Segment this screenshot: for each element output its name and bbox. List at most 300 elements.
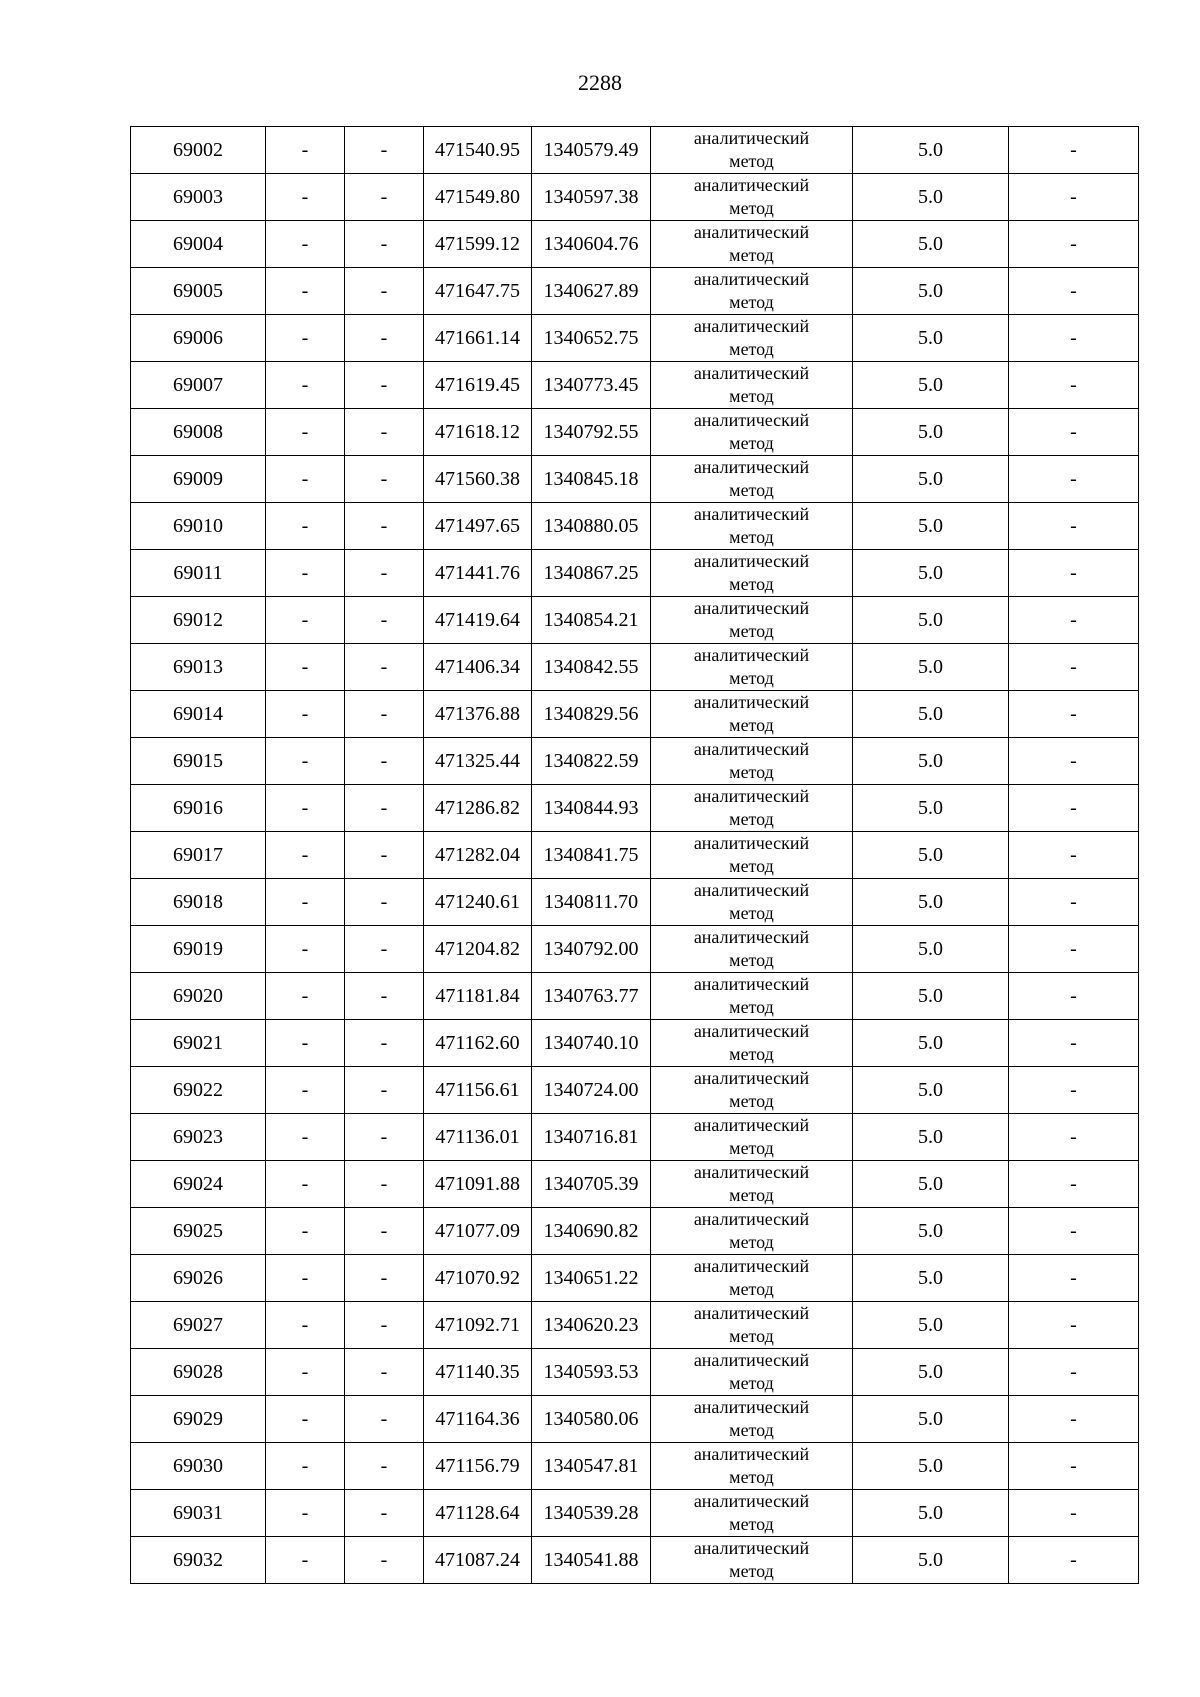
x-coordinate-cell: 471497.65 <box>424 503 532 550</box>
empty-value-cell: - <box>266 1537 345 1584</box>
error-value-cell: 5.0 <box>853 174 1009 221</box>
method-cell <box>651 268 853 315</box>
method-cell <box>651 1161 853 1208</box>
empty-value-cell: - <box>345 127 424 174</box>
method-line-1: аналитический <box>693 175 810 195</box>
note-cell: - <box>1009 550 1139 597</box>
method-cell <box>651 456 853 503</box>
y-coordinate-cell: 1340792.55 <box>532 409 651 456</box>
method-line-1: аналитический <box>693 1491 810 1511</box>
y-coordinate-cell: 1340604.76 <box>532 221 651 268</box>
x-coordinate-cell: 471325.44 <box>424 738 532 785</box>
method-line-1: аналитический <box>693 1021 810 1041</box>
point-id-cell: 69005 <box>131 268 266 315</box>
empty-value-cell: - <box>345 926 424 973</box>
empty-value-cell: - <box>345 785 424 832</box>
empty-value-cell: - <box>345 456 424 503</box>
empty-value-cell: - <box>345 879 424 926</box>
method-cell <box>651 1067 853 1114</box>
empty-value-cell: - <box>345 362 424 409</box>
point-id-cell: 69002 <box>131 127 266 174</box>
table-row <box>131 503 1139 550</box>
method-cell <box>651 926 853 973</box>
table-row <box>131 644 1139 691</box>
empty-value-cell: - <box>345 315 424 362</box>
point-id-cell: 69031 <box>131 1490 266 1537</box>
method-cell <box>651 127 853 174</box>
method-line-1: аналитический <box>693 1303 810 1323</box>
note-cell: - <box>1009 1161 1139 1208</box>
note-cell: - <box>1009 644 1139 691</box>
y-coordinate-cell: 1340651.22 <box>532 1255 651 1302</box>
empty-value-cell: - <box>345 1443 424 1490</box>
note-cell: - <box>1009 973 1139 1020</box>
y-coordinate-cell: 1340740.10 <box>532 1020 651 1067</box>
empty-value-cell: - <box>266 1255 345 1302</box>
x-coordinate-cell: 471077.09 <box>424 1208 532 1255</box>
method-line-2: метод <box>729 198 774 218</box>
empty-value-cell: - <box>345 973 424 1020</box>
error-value-cell: 5.0 <box>853 926 1009 973</box>
x-coordinate-cell: 471136.01 <box>424 1114 532 1161</box>
y-coordinate-cell: 1340822.59 <box>532 738 651 785</box>
method-line-1: аналитический <box>693 786 810 806</box>
table-row <box>131 1161 1139 1208</box>
point-id-cell: 69027 <box>131 1302 266 1349</box>
table-row <box>131 1443 1139 1490</box>
note-cell: - <box>1009 503 1139 550</box>
error-value-cell: 5.0 <box>853 1161 1009 1208</box>
note-cell: - <box>1009 785 1139 832</box>
empty-value-cell: - <box>345 221 424 268</box>
method-line-2: метод <box>729 433 774 453</box>
point-id-cell: 69006 <box>131 315 266 362</box>
note-cell: - <box>1009 362 1139 409</box>
method-line-1: аналитический <box>693 410 810 430</box>
table-row <box>131 926 1139 973</box>
y-coordinate-cell: 1340841.75 <box>532 832 651 879</box>
error-value-cell: 5.0 <box>853 1114 1009 1161</box>
note-cell: - <box>1009 691 1139 738</box>
empty-value-cell: - <box>266 1396 345 1443</box>
empty-value-cell: - <box>345 268 424 315</box>
empty-value-cell: - <box>345 832 424 879</box>
table-row <box>131 268 1139 315</box>
error-value-cell: 5.0 <box>853 456 1009 503</box>
error-value-cell: 5.0 <box>853 127 1009 174</box>
table-row <box>131 691 1139 738</box>
method-cell <box>651 409 853 456</box>
empty-value-cell: - <box>345 1302 424 1349</box>
method-line-1: аналитический <box>693 316 810 336</box>
method-line-2: метод <box>729 527 774 547</box>
method-line-1: аналитический <box>693 504 810 524</box>
empty-value-cell: - <box>345 1020 424 1067</box>
empty-value-cell: - <box>266 1490 345 1537</box>
method-line-2: метод <box>729 245 774 265</box>
empty-value-cell: - <box>345 1255 424 1302</box>
x-coordinate-cell: 471156.79 <box>424 1443 532 1490</box>
x-coordinate-cell: 471549.80 <box>424 174 532 221</box>
method-line-1: аналитический <box>693 739 810 759</box>
point-id-cell: 69009 <box>131 456 266 503</box>
y-coordinate-cell: 1340539.28 <box>532 1490 651 1537</box>
error-value-cell: 5.0 <box>853 550 1009 597</box>
note-cell: - <box>1009 221 1139 268</box>
empty-value-cell: - <box>266 785 345 832</box>
note-cell: - <box>1009 1302 1139 1349</box>
error-value-cell: 5.0 <box>853 1443 1009 1490</box>
method-line-2: метод <box>729 950 774 970</box>
x-coordinate-cell: 471181.84 <box>424 973 532 1020</box>
method-line-1: аналитический <box>693 551 810 571</box>
method-line-2: метод <box>729 151 774 171</box>
method-cell <box>651 1255 853 1302</box>
y-coordinate-cell: 1340620.23 <box>532 1302 651 1349</box>
method-line-2: метод <box>729 997 774 1017</box>
y-coordinate-cell: 1340724.00 <box>532 1067 651 1114</box>
empty-value-cell: - <box>266 1020 345 1067</box>
method-line-1: аналитический <box>693 1209 810 1229</box>
coordinates-table <box>130 126 1139 1584</box>
method-line-1: аналитический <box>693 222 810 242</box>
method-line-2: метод <box>729 1091 774 1111</box>
note-cell: - <box>1009 1349 1139 1396</box>
empty-value-cell: - <box>345 1114 424 1161</box>
empty-value-cell: - <box>266 1067 345 1114</box>
method-cell <box>651 973 853 1020</box>
y-coordinate-cell: 1340842.55 <box>532 644 651 691</box>
table-row <box>131 1114 1139 1161</box>
empty-value-cell: - <box>266 174 345 221</box>
point-id-cell: 69011 <box>131 550 266 597</box>
method-cell <box>651 1396 853 1443</box>
point-id-cell: 69025 <box>131 1208 266 1255</box>
x-coordinate-cell: 471560.38 <box>424 456 532 503</box>
method-line-2: метод <box>729 1279 774 1299</box>
x-coordinate-cell: 471419.64 <box>424 597 532 644</box>
error-value-cell: 5.0 <box>853 973 1009 1020</box>
note-cell: - <box>1009 1255 1139 1302</box>
method-line-1: аналитический <box>693 457 810 477</box>
point-id-cell: 69007 <box>131 362 266 409</box>
note-cell: - <box>1009 1208 1139 1255</box>
method-cell <box>651 1349 853 1396</box>
table-row <box>131 1349 1139 1396</box>
error-value-cell: 5.0 <box>853 1490 1009 1537</box>
method-line-1: аналитический <box>693 927 810 947</box>
error-value-cell: 5.0 <box>853 503 1009 550</box>
error-value-cell: 5.0 <box>853 644 1009 691</box>
empty-value-cell: - <box>266 879 345 926</box>
table-row <box>131 315 1139 362</box>
point-id-cell: 69017 <box>131 832 266 879</box>
y-coordinate-cell: 1340811.70 <box>532 879 651 926</box>
empty-value-cell: - <box>266 268 345 315</box>
empty-value-cell: - <box>266 644 345 691</box>
method-line-2: метод <box>729 1514 774 1534</box>
method-cell <box>651 832 853 879</box>
method-line-1: аналитический <box>693 1115 810 1135</box>
method-cell <box>651 550 853 597</box>
method-line-1: аналитический <box>693 598 810 618</box>
x-coordinate-cell: 471087.24 <box>424 1537 532 1584</box>
error-value-cell: 5.0 <box>853 1020 1009 1067</box>
empty-value-cell: - <box>345 1208 424 1255</box>
error-value-cell: 5.0 <box>853 409 1009 456</box>
method-cell <box>651 503 853 550</box>
y-coordinate-cell: 1340867.25 <box>532 550 651 597</box>
empty-value-cell: - <box>266 503 345 550</box>
table-row <box>131 1396 1139 1443</box>
empty-value-cell: - <box>345 644 424 691</box>
method-line-1: аналитический <box>693 692 810 712</box>
method-line-1: аналитический <box>693 833 810 853</box>
y-coordinate-cell: 1340593.53 <box>532 1349 651 1396</box>
empty-value-cell: - <box>266 127 345 174</box>
x-coordinate-cell: 471164.36 <box>424 1396 532 1443</box>
empty-value-cell: - <box>266 456 345 503</box>
x-coordinate-cell: 471128.64 <box>424 1490 532 1537</box>
note-cell: - <box>1009 1490 1139 1537</box>
note-cell: - <box>1009 1537 1139 1584</box>
method-line-2: метод <box>729 1467 774 1487</box>
y-coordinate-cell: 1340652.75 <box>532 315 651 362</box>
y-coordinate-cell: 1340541.88 <box>532 1537 651 1584</box>
y-coordinate-cell: 1340705.39 <box>532 1161 651 1208</box>
point-id-cell: 69029 <box>131 1396 266 1443</box>
error-value-cell: 5.0 <box>853 268 1009 315</box>
point-id-cell: 69019 <box>131 926 266 973</box>
method-line-2: метод <box>729 1561 774 1581</box>
empty-value-cell: - <box>266 409 345 456</box>
y-coordinate-cell: 1340547.81 <box>532 1443 651 1490</box>
empty-value-cell: - <box>345 1067 424 1114</box>
table-row <box>131 1067 1139 1114</box>
empty-value-cell: - <box>266 1443 345 1490</box>
error-value-cell: 5.0 <box>853 1349 1009 1396</box>
table-row <box>131 127 1139 174</box>
empty-value-cell: - <box>345 738 424 785</box>
note-cell: - <box>1009 174 1139 221</box>
empty-value-cell: - <box>266 597 345 644</box>
table-row <box>131 597 1139 644</box>
table-row <box>131 1490 1139 1537</box>
note-cell: - <box>1009 1443 1139 1490</box>
table-row <box>131 785 1139 832</box>
empty-value-cell: - <box>266 362 345 409</box>
y-coordinate-cell: 1340880.05 <box>532 503 651 550</box>
method-line-1: аналитический <box>693 974 810 994</box>
x-coordinate-cell: 471599.12 <box>424 221 532 268</box>
coordinates-table-body <box>131 127 1139 1584</box>
note-cell: - <box>1009 1067 1139 1114</box>
method-line-1: аналитический <box>693 128 810 148</box>
x-coordinate-cell: 471092.71 <box>424 1302 532 1349</box>
note-cell: - <box>1009 1396 1139 1443</box>
empty-value-cell: - <box>266 1114 345 1161</box>
method-line-2: метод <box>729 386 774 406</box>
y-coordinate-cell: 1340690.82 <box>532 1208 651 1255</box>
point-id-cell: 69020 <box>131 973 266 1020</box>
empty-value-cell: - <box>266 315 345 362</box>
table-row <box>131 550 1139 597</box>
method-line-2: метод <box>729 1185 774 1205</box>
method-line-1: аналитический <box>693 1538 810 1558</box>
point-id-cell: 69016 <box>131 785 266 832</box>
point-id-cell: 69014 <box>131 691 266 738</box>
point-id-cell: 69012 <box>131 597 266 644</box>
method-cell <box>651 644 853 691</box>
error-value-cell: 5.0 <box>853 362 1009 409</box>
method-line-1: аналитический <box>693 269 810 289</box>
method-line-1: аналитический <box>693 1444 810 1464</box>
error-value-cell: 5.0 <box>853 1302 1009 1349</box>
note-cell: - <box>1009 879 1139 926</box>
table-row <box>131 221 1139 268</box>
table-row <box>131 973 1139 1020</box>
note-cell: - <box>1009 1114 1139 1161</box>
method-cell <box>651 1020 853 1067</box>
error-value-cell: 5.0 <box>853 879 1009 926</box>
empty-value-cell: - <box>345 1396 424 1443</box>
method-line-1: аналитический <box>693 1162 810 1182</box>
method-line-2: метод <box>729 856 774 876</box>
y-coordinate-cell: 1340844.93 <box>532 785 651 832</box>
point-id-cell: 69003 <box>131 174 266 221</box>
method-line-2: метод <box>729 292 774 312</box>
method-cell <box>651 221 853 268</box>
table-row <box>131 1208 1139 1255</box>
empty-value-cell: - <box>266 1349 345 1396</box>
note-cell: - <box>1009 832 1139 879</box>
error-value-cell: 5.0 <box>853 785 1009 832</box>
point-id-cell: 69018 <box>131 879 266 926</box>
note-cell: - <box>1009 738 1139 785</box>
method-cell <box>651 1302 853 1349</box>
table-row <box>131 456 1139 503</box>
x-coordinate-cell: 471376.88 <box>424 691 532 738</box>
method-line-1: аналитический <box>693 1397 810 1417</box>
x-coordinate-cell: 471661.14 <box>424 315 532 362</box>
error-value-cell: 5.0 <box>853 691 1009 738</box>
table-row <box>131 362 1139 409</box>
empty-value-cell: - <box>345 1537 424 1584</box>
table-row <box>131 879 1139 926</box>
method-line-2: метод <box>729 339 774 359</box>
empty-value-cell: - <box>345 174 424 221</box>
error-value-cell: 5.0 <box>853 1208 1009 1255</box>
point-id-cell: 69010 <box>131 503 266 550</box>
x-coordinate-cell: 471619.45 <box>424 362 532 409</box>
empty-value-cell: - <box>345 1349 424 1396</box>
point-id-cell: 69023 <box>131 1114 266 1161</box>
empty-value-cell: - <box>266 1161 345 1208</box>
method-line-2: метод <box>729 1232 774 1252</box>
table-row <box>131 1020 1139 1067</box>
x-coordinate-cell: 471204.82 <box>424 926 532 973</box>
error-value-cell: 5.0 <box>853 1067 1009 1114</box>
y-coordinate-cell: 1340763.77 <box>532 973 651 1020</box>
method-cell <box>651 1443 853 1490</box>
error-value-cell: 5.0 <box>853 597 1009 644</box>
error-value-cell: 5.0 <box>853 1255 1009 1302</box>
method-line-2: метод <box>729 1326 774 1346</box>
x-coordinate-cell: 471091.88 <box>424 1161 532 1208</box>
method-line-2: метод <box>729 715 774 735</box>
method-cell <box>651 1208 853 1255</box>
point-id-cell: 69024 <box>131 1161 266 1208</box>
empty-value-cell: - <box>345 691 424 738</box>
y-coordinate-cell: 1340597.38 <box>532 174 651 221</box>
empty-value-cell: - <box>266 832 345 879</box>
empty-value-cell: - <box>345 597 424 644</box>
y-coordinate-cell: 1340579.49 <box>532 127 651 174</box>
method-cell <box>651 362 853 409</box>
note-cell: - <box>1009 409 1139 456</box>
note-cell: - <box>1009 597 1139 644</box>
x-coordinate-cell: 471540.95 <box>424 127 532 174</box>
point-id-cell: 69015 <box>131 738 266 785</box>
point-id-cell: 69030 <box>131 1443 266 1490</box>
method-line-2: метод <box>729 1044 774 1064</box>
table-row <box>131 1255 1139 1302</box>
x-coordinate-cell: 471647.75 <box>424 268 532 315</box>
method-cell <box>651 597 853 644</box>
x-coordinate-cell: 471240.61 <box>424 879 532 926</box>
x-coordinate-cell: 471406.34 <box>424 644 532 691</box>
note-cell: - <box>1009 315 1139 362</box>
x-coordinate-cell: 471156.61 <box>424 1067 532 1114</box>
note-cell: - <box>1009 456 1139 503</box>
method-line-1: аналитический <box>693 363 810 383</box>
page-number: 2288 <box>578 70 622 95</box>
method-line-1: аналитический <box>693 880 810 900</box>
method-line-1: аналитический <box>693 1068 810 1088</box>
error-value-cell: 5.0 <box>853 1537 1009 1584</box>
table-row <box>131 832 1139 879</box>
method-cell <box>651 1537 853 1584</box>
empty-value-cell: - <box>345 550 424 597</box>
y-coordinate-cell: 1340854.21 <box>532 597 651 644</box>
error-value-cell: 5.0 <box>853 1396 1009 1443</box>
empty-value-cell: - <box>266 1302 345 1349</box>
empty-value-cell: - <box>345 1490 424 1537</box>
method-line-1: аналитический <box>693 1350 810 1370</box>
method-cell <box>651 691 853 738</box>
method-cell <box>651 738 853 785</box>
error-value-cell: 5.0 <box>853 832 1009 879</box>
point-id-cell: 69028 <box>131 1349 266 1396</box>
empty-value-cell: - <box>266 550 345 597</box>
empty-value-cell: - <box>266 221 345 268</box>
error-value-cell: 5.0 <box>853 315 1009 362</box>
y-coordinate-cell: 1340716.81 <box>532 1114 651 1161</box>
method-line-2: метод <box>729 762 774 782</box>
note-cell: - <box>1009 268 1139 315</box>
method-line-1: аналитический <box>693 1256 810 1276</box>
method-line-1: аналитический <box>693 645 810 665</box>
empty-value-cell: - <box>266 973 345 1020</box>
note-cell: - <box>1009 926 1139 973</box>
method-cell <box>651 174 853 221</box>
method-line-2: метод <box>729 1373 774 1393</box>
method-cell <box>651 1114 853 1161</box>
error-value-cell: 5.0 <box>853 221 1009 268</box>
x-coordinate-cell: 471070.92 <box>424 1255 532 1302</box>
point-id-cell: 69013 <box>131 644 266 691</box>
x-coordinate-cell: 471441.76 <box>424 550 532 597</box>
